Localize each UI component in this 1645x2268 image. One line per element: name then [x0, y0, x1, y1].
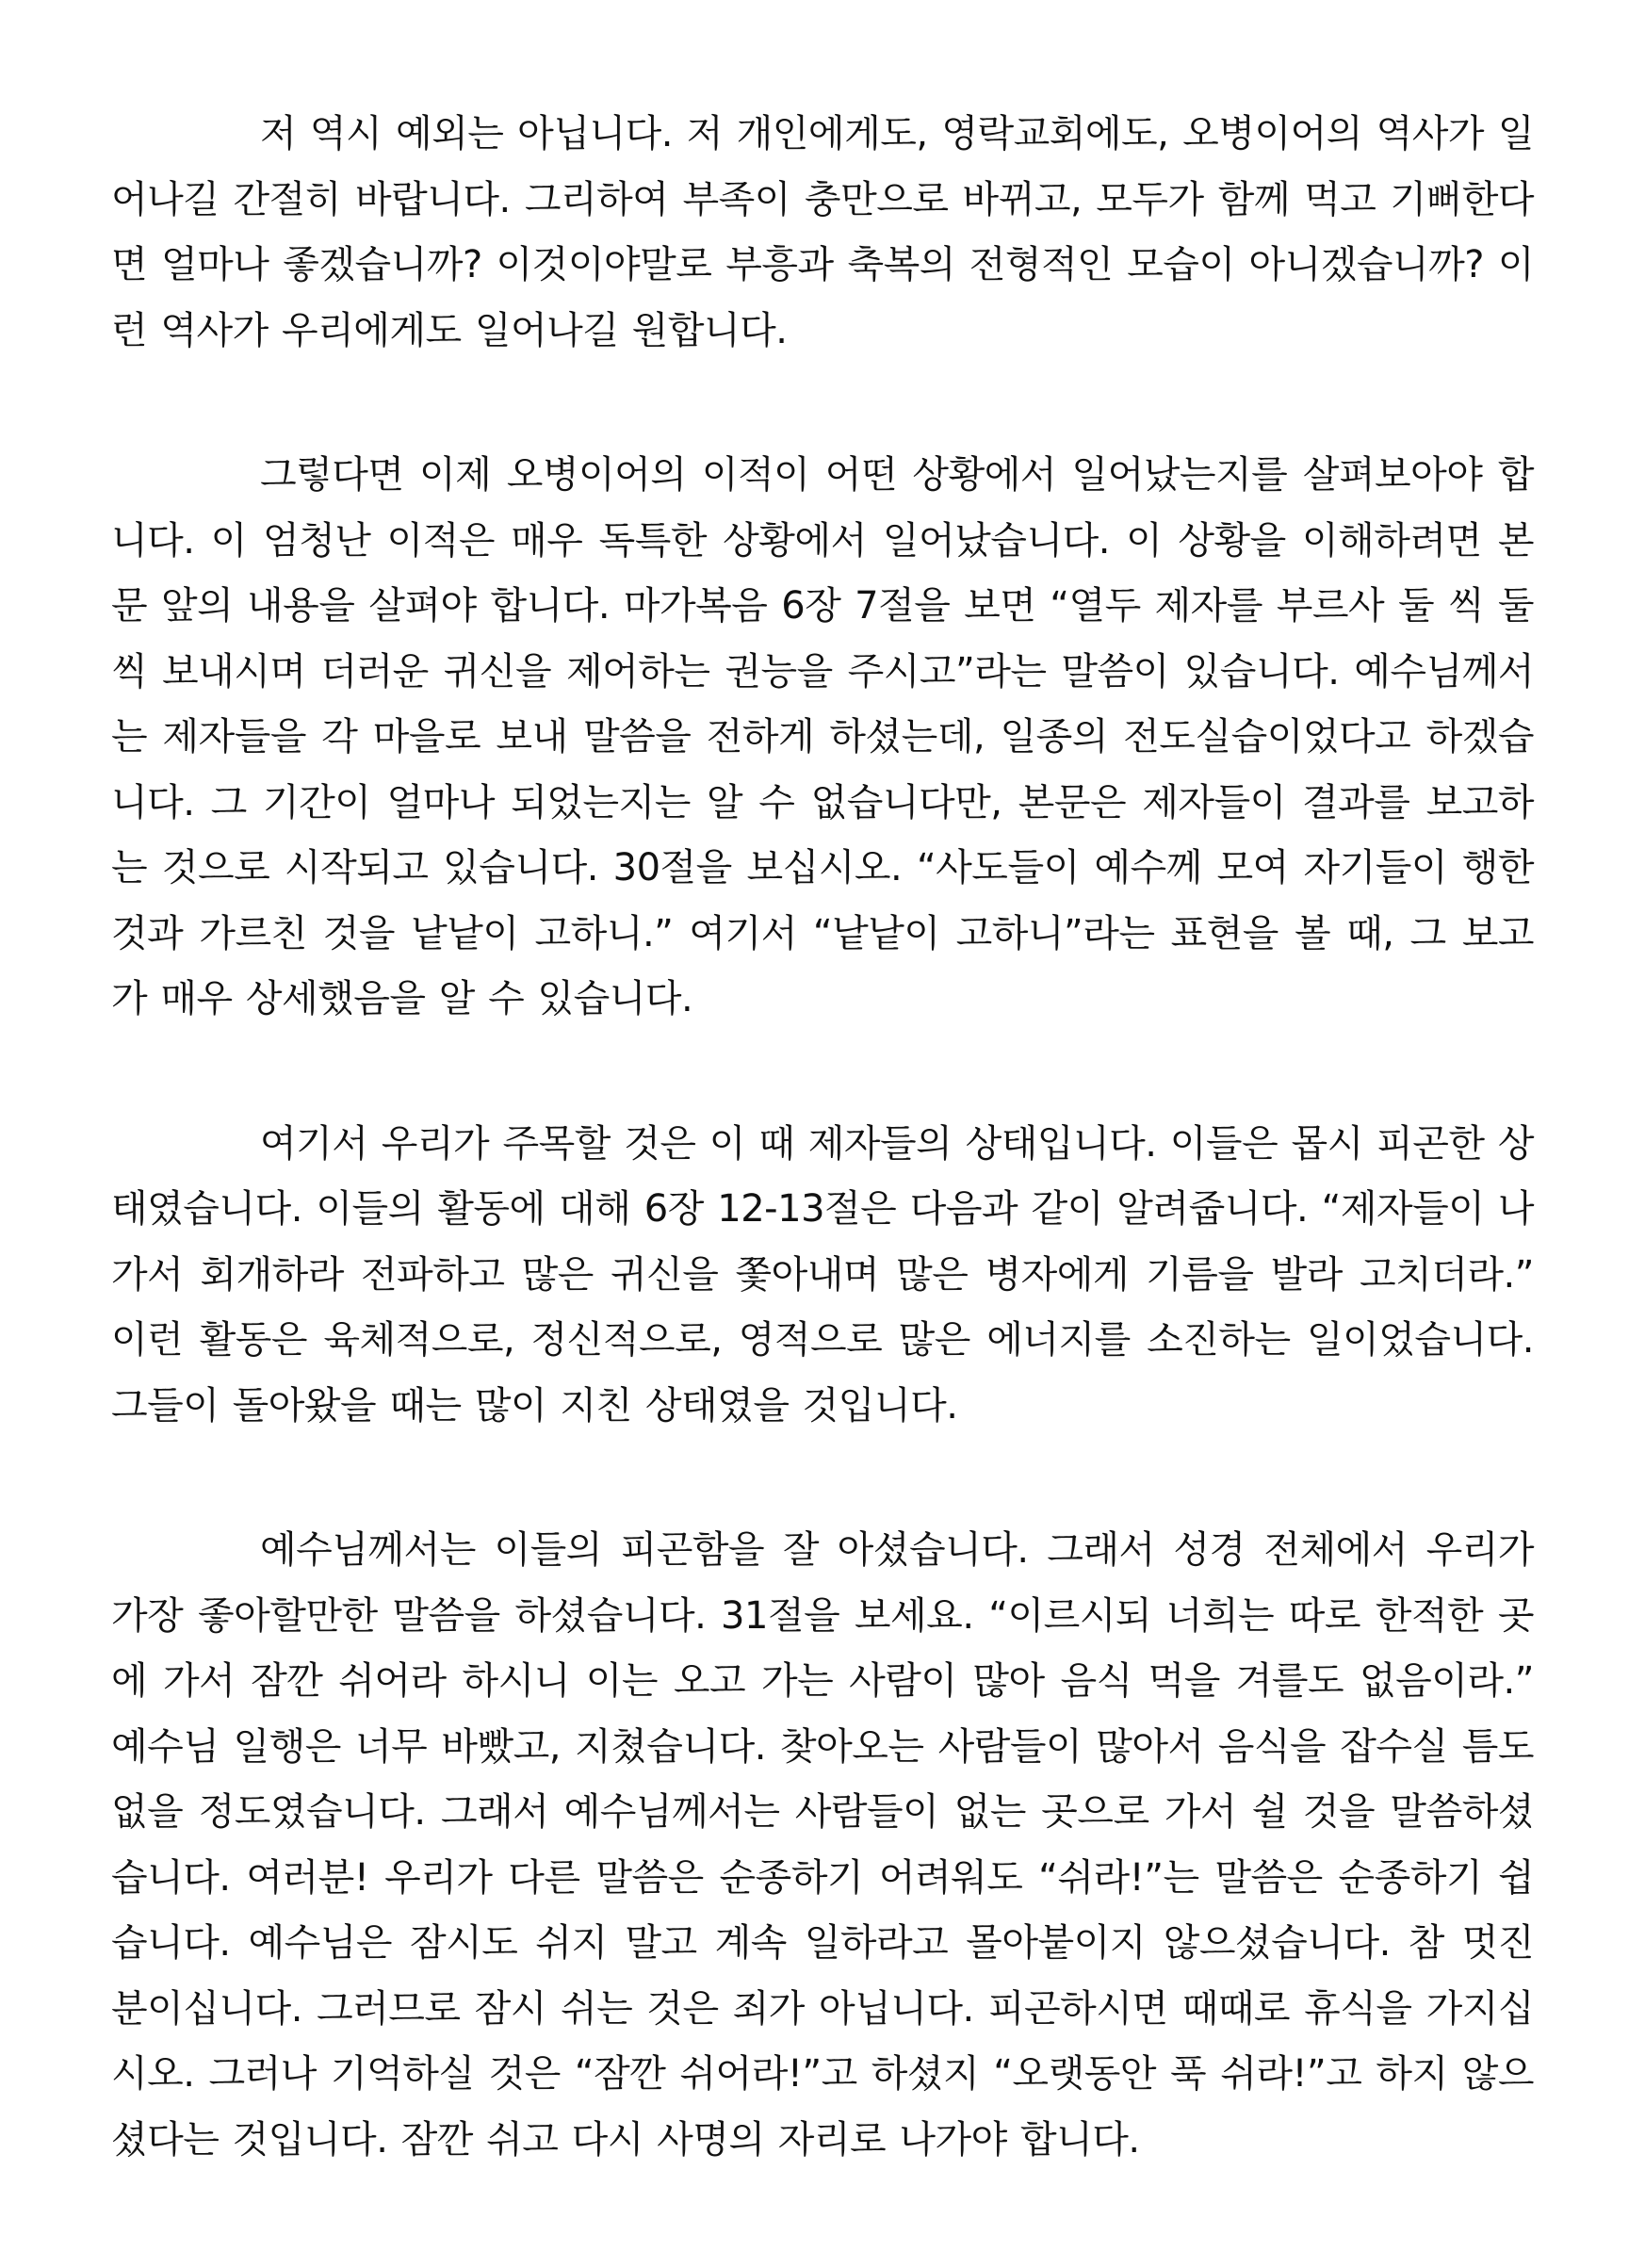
paragraph-2: 그렇다면 이제 오병이어의 이적이 어떤 상황에서 일어났는지를 살펴보아야 합니다. 이 엄청난 이적은 매우 독특한 상황에서 일어났습니다. 이 상황을 이해하려면 본문 앞의 내용을 살펴야 합니다. 마가복음 6장 7절을 보면 “열두 제자를 부르사 둘 씩 둘 씩 보내시며 더러운 귀신을 제어하는 권능을 주시고”라는 말씀이 있습니다. 예수님께서는 제자들을 각 마을로 보내 말씀을 전하게 하셨는데, 일종의 전도실습이었다고 하겠습니다. 그 기간이 얼마나 되었는지는 알 수 없습니다만, 본문은 제자들이 결과를 보고하는 것으로 시작되고 있습니다. 30절을 보십시오. “사도들이 예수께 모여 자기들이 행한 것과 가르친 것을 낱낱이 고하니.” 여기서 “낱낱이 고하니”라는 표현을 볼 때, 그 보고가 매우 상세했음을 알 수 있습니다. [111, 453, 1534, 1020]
paragraph-4: 예수님께서는 이들의 피곤함을 잘 아셨습니다. 그래서 성경 전체에서 우리가 가장 좋아할만한 말씀을 하셨습니다. 31절을 보세요. “이르시되 너희는 따로 한적한 곳에 가서 잠깐 쉬어라 하시니 이는 오고 가는 사람이 많아 음식 먹을 겨를도 없음이라.” 예수님 일행은 너무 바빴고, 지쳤습니다. 찾아오는 사람들이 많아서 음식을 잡수실 틈도 없을 정도였습니다. 그래서 예수님께서는 사람들이 없는 곳으로 가서 쉴 것을 말씀하셨습니다. 여러분! 우리가 다른 말씀은 순종하기 어려워도 “쉬라!”는 말씀은 순종하기 쉽습니다. 예수님은 잠시도 쉬지 말고 계속 일하라고 몰아붙이지 않으셨습니다. 참 멋진 분이십니다. 그러므로 잠시 쉬는 것은 죄가 아닙니다. 피곤하시면 때때로 휴식을 가지십시오. 그러나 기억하실 것은 “잠깐 쉬어라!”고 하셨지 “오랫동안 푹 쉬라!”고 하지 않으셨다는 것입니다. 잠깐 쉬고 다시 사명의 자리로 나가야 합니다. [111, 1528, 1534, 2162]
paragraph-3: 여기서 우리가 주목할 것은 이 때 제자들의 상태입니다. 이들은 몹시 피곤한 상태였습니다. 이들의 활동에 대해 6장 12-13절은 다음과 같이 알려줍니다. “제자들이 나가서 회개하라 전파하고 많은 귀신을 쫓아내며 많은 병자에게 기름을 발라 고치더라.” 이런 활동은 육체적으로, 정신적으로, 영적으로 많은 에너지를 소진하는 일이었습니다. 그들이 돌아왔을 때는 많이 지친 상태였을 것입니다. [111, 1121, 1534, 1428]
paragraph-1: 저 역시 예외는 아닙니다. 저 개인에게도, 영락교회에도, 오병이어의 역사가 일어나길 간절히 바랍니다. 그리하여 부족이 충만으로 바뀌고, 모두가 함께 먹고 기뻐한다면 얼마나 좋겠습니까? 이것이야말로 부흥과 축복의 전형적인 모습이 아니겠습니까? 이런 역사가 우리에게도 일어나길 원합니다. [111, 112, 1534, 352]
